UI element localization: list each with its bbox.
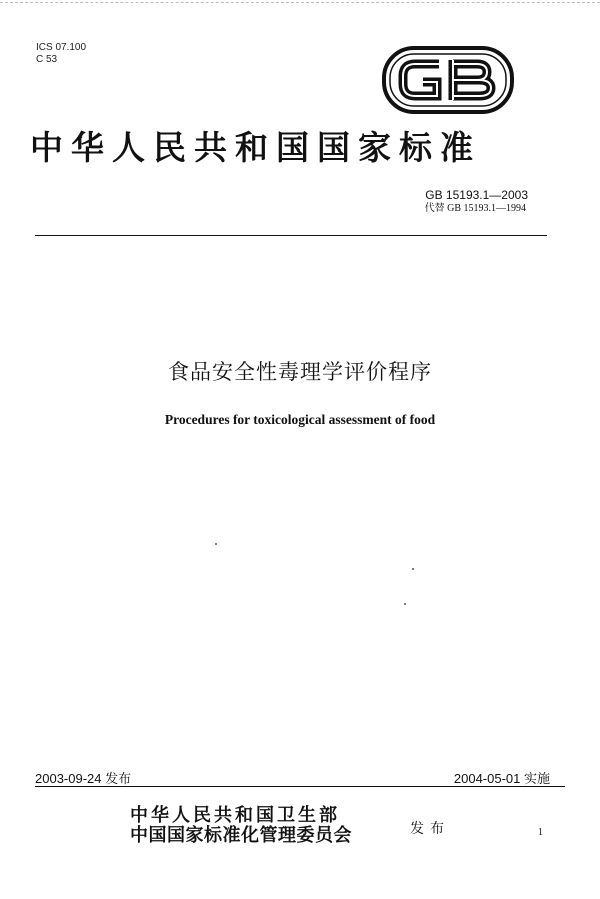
implementation-date: 2004-05-01 实施 bbox=[453, 771, 550, 786]
issuer-ministry-of-health: 中华人民共和国卫生部 bbox=[130, 805, 340, 826]
publish-label: 发布 bbox=[410, 821, 450, 837]
ics-code: ICS 07.100 bbox=[36, 42, 87, 53]
scan-speck bbox=[404, 603, 406, 605]
standard-number: GB 15193.1—2003 bbox=[425, 188, 528, 202]
footer-divider bbox=[35, 786, 565, 787]
scan-speck bbox=[215, 543, 217, 545]
ccs-code: C 53 bbox=[36, 54, 58, 65]
gb-logo bbox=[381, 44, 515, 116]
replaces-standard: 代替 GB 15193.1—1994 bbox=[424, 203, 526, 214]
document-title-cn: 食品安全性毒理学评价程序 bbox=[168, 360, 432, 384]
scan-speck bbox=[412, 568, 414, 570]
classification-codes bbox=[36, 42, 86, 66]
document-title-en: Procedures for toxicological assessment of food bbox=[164, 412, 436, 427]
header-divider bbox=[35, 235, 547, 236]
page-number: 1 bbox=[538, 827, 543, 838]
issuer-standardization-administration: 中国国家标准化管理委员会 bbox=[130, 825, 352, 846]
national-standard-title: 中华人民共和国国家标准 bbox=[30, 128, 481, 167]
issue-date: 2003-09-24 发布 bbox=[35, 771, 132, 786]
top-dashed-border bbox=[0, 2, 600, 3]
